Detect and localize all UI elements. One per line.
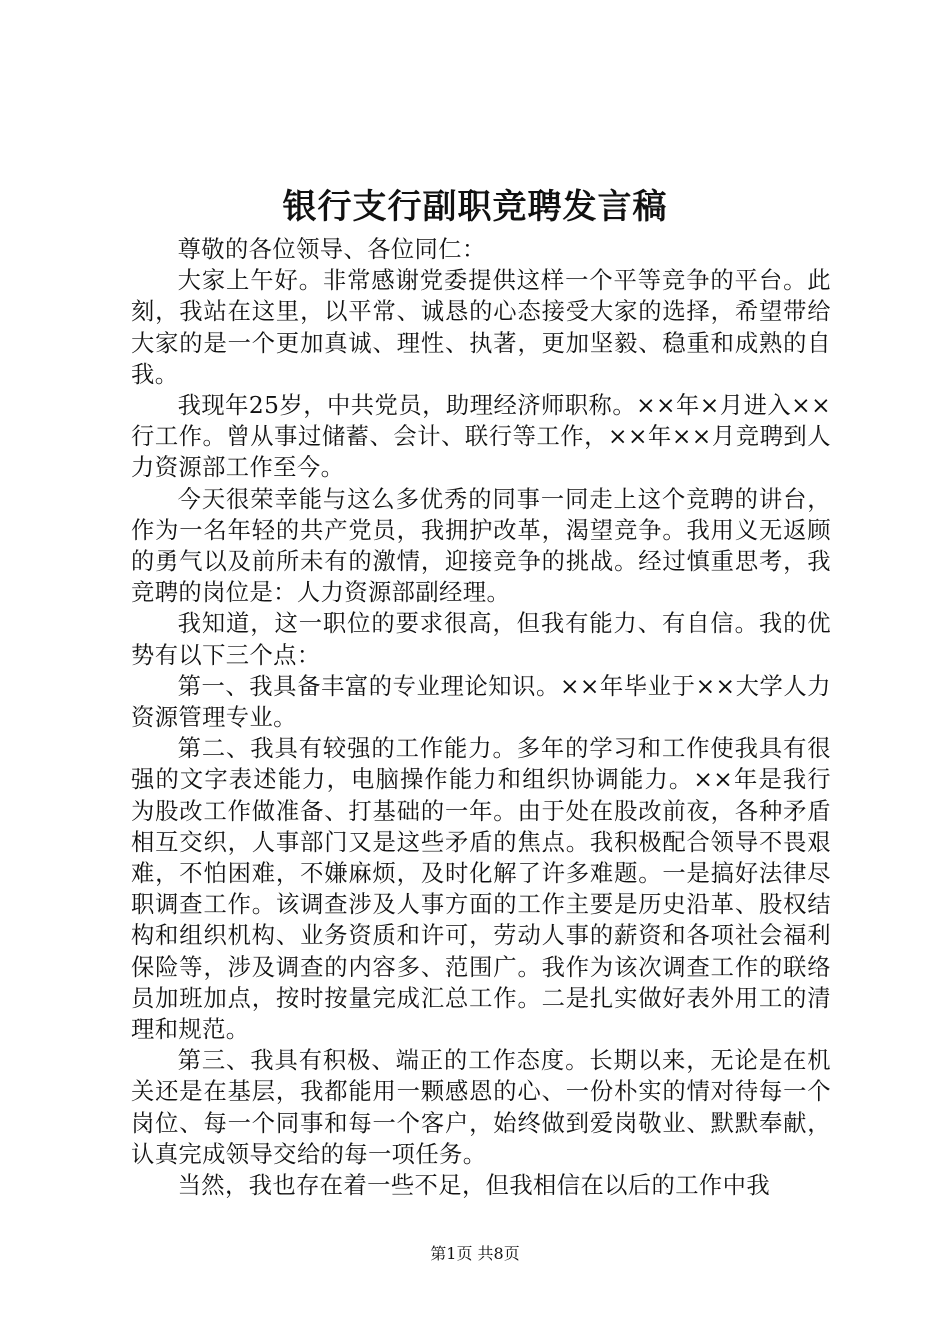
document-body <box>131 234 831 1201</box>
paragraph-greeting: 大家上午好。非常感谢党委提供这样一个平等竞争的平台。此刻，我站在这里，以平常、诚恳的心态接受大家的选择，希望带给大家的是一个更加真诚、理性、执著，更加坚毅、稳重和成熟的自我。 <box>131 267 831 388</box>
paragraph-shortcomings: 当然，我也存在着一些不足，但我相信在以后的工作中我 <box>177 1172 771 1200</box>
paragraph-advantage-1: 第一、我具备丰富的专业理论知识。××年毕业于××大学人力资源管理专业。 <box>131 672 831 732</box>
paragraph-advantage-3: 第三、我具有积极、端正的工作态度。长期以来，无论是在机关还是在基层，我都能用一颗感恩的心、一份朴实的情对待每一个岗位、每一个同事和每一个客户，始终做到爱岗敬业、默默奉献，认真完成领导交给的每一项任务。 <box>131 1047 831 1168</box>
document-title: 银行支行副职竞聘发言稿 <box>282 187 668 227</box>
paragraph-background: 我现年25岁，中共党员，助理经济师职称。××年×月进入××行工作。曾从事过储蓄、会计、联行等工作，××年××月竞聘到人力资源部工作至今。 <box>131 392 831 482</box>
page-footer: 第1页 共8页 <box>430 1244 520 1263</box>
paragraph-salutation: 尊敬的各位领导、各位同仁： <box>177 236 486 263</box>
paragraph-position: 今天很荣幸能与这么多优秀的同事一同走上这个竞聘的讲台，作为一名年轻的共产党员，我拥护改革，渴望竞争。我用义无返顾的勇气以及前所未有的激情，迎接竞争的挑战。经过慎重思考，我竞聘的岗位是：人力资源部副经理。 <box>131 485 831 607</box>
paragraph-advantage-2: 第二、我具有较强的工作能力。多年的学习和工作使我具有很强的文字表述能力，电脑操作能力和组织协调能力。××年是我行为股改工作做准备、打基础的一年。由于处在股改前夜，各种矛盾相互交织，人事部门又是这些矛盾的焦点。我积极配合领导不畏艰难，不怕困难，不嫌麻烦，及时化解了许多难题。一是搞好法律尽职调查工作。该调查涉及人事方面的工作主要是历史沿革、股权结构和组织机构、业务资质和许可，劳动人事的薪资和各项社会福利保险等，涉及调查的内容多、范围广。我作为该次调查工作的联络员加班加点，按时按量完成汇总工作。二是扎实做好表外用工的清理和规范。 <box>131 735 831 1044</box>
paragraph-advantages-intro: 我知道，这一职位的要求很高，但我有能力、有自信。我的优势有以下三个点： <box>131 610 831 669</box>
